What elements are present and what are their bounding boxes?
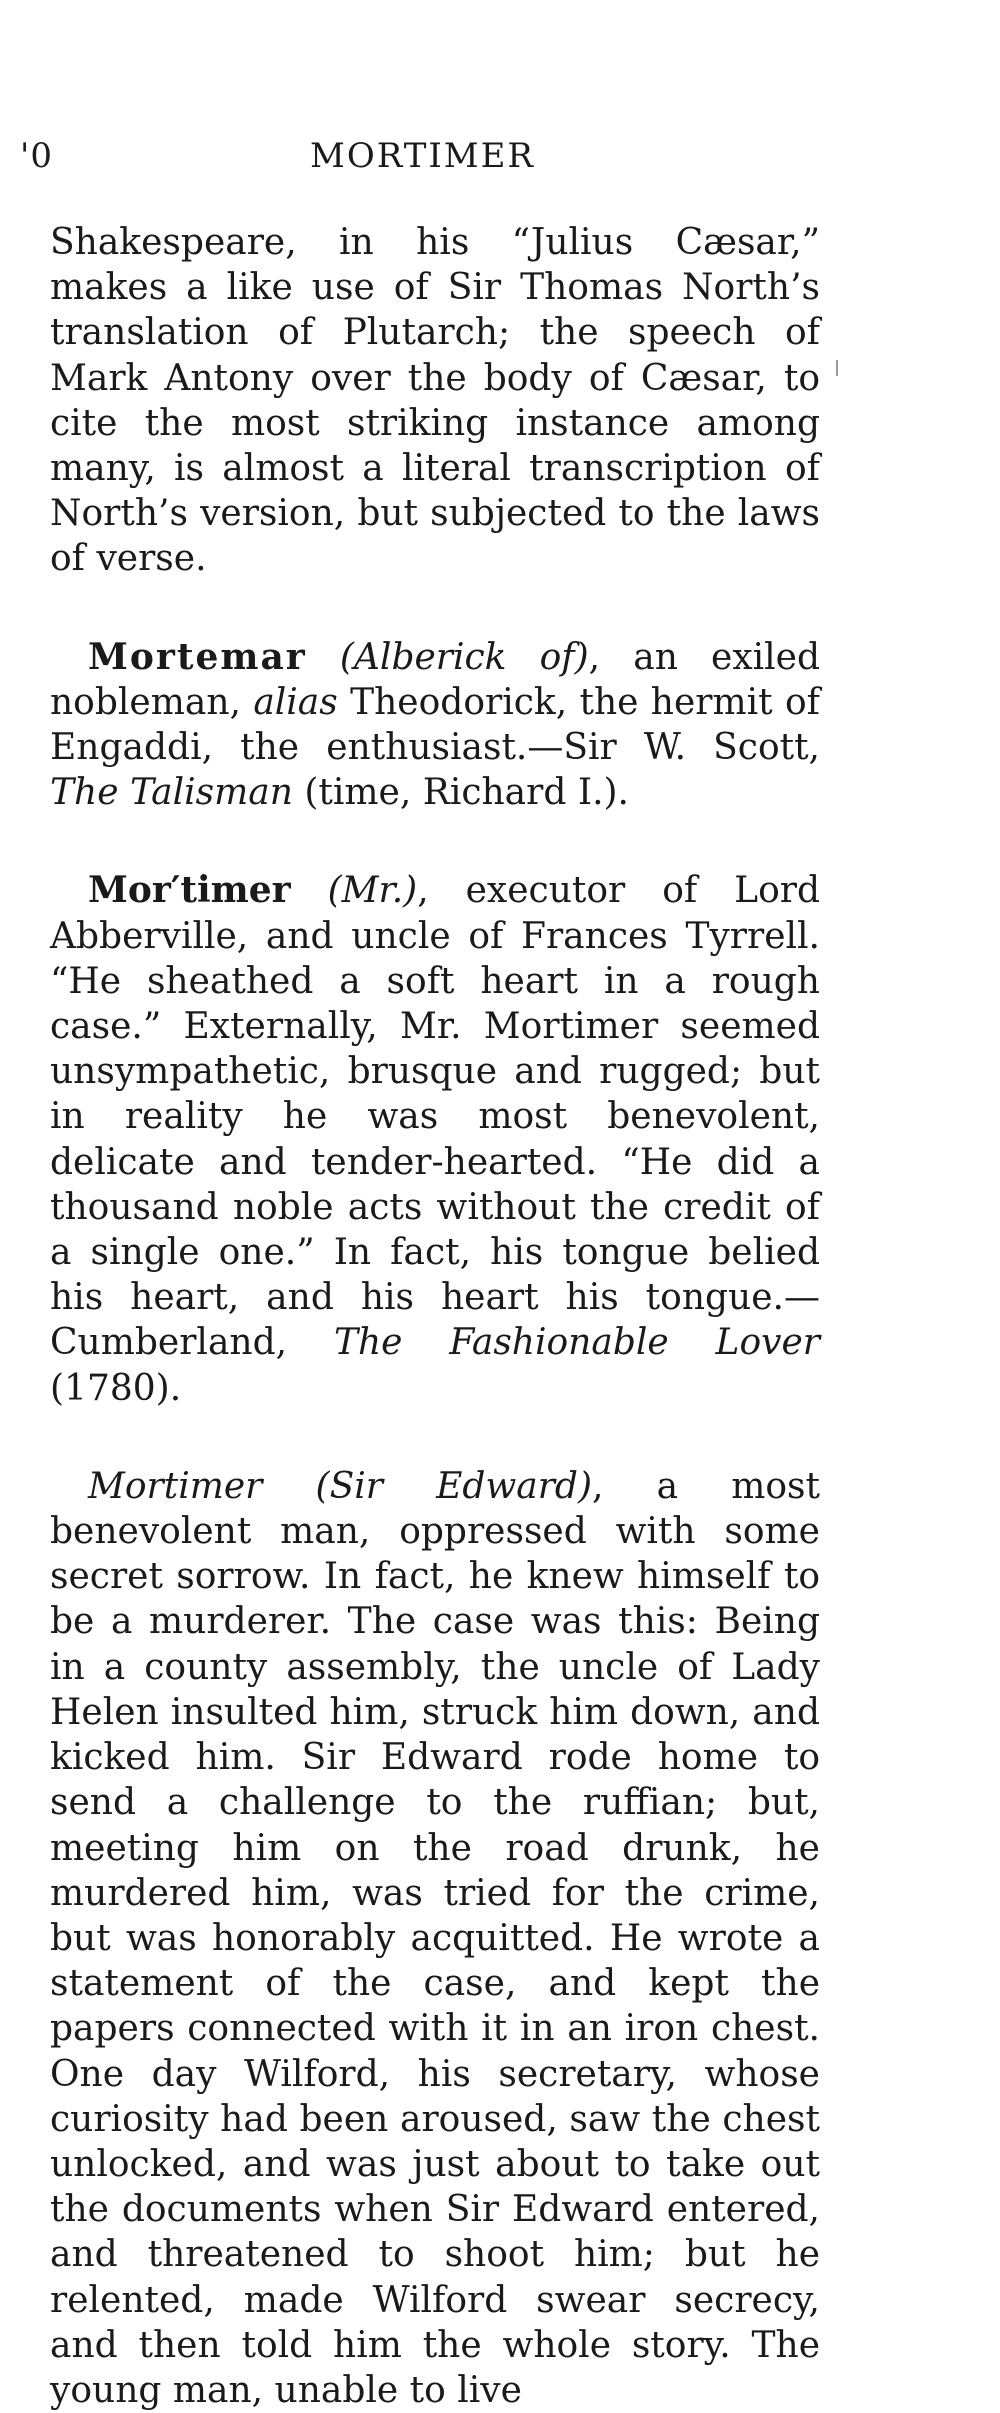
- entry-work-title: The Fashionable Lover: [333, 1322, 820, 1364]
- entry-mortimer-mr: [50, 868, 820, 1410]
- entry-body: Theodorick, the hermit of Engaddi, the enthusiast.—Sir W. Scott,: [50, 681, 820, 769]
- entry-headword: Mortemar: [88, 635, 307, 678]
- entry-work-title: The Talisman: [50, 772, 293, 814]
- entry-headword: Mor′timer: [88, 869, 291, 912]
- running-head: MORTIMER: [310, 136, 536, 176]
- continuation-text: Shakespeare, in his “Julius Cæsar,” makes a like use of Sir Thomas North’s translation of Plutarch; the speech of Mark Antony over the body of Cæsar, to cite the most striking instance among many, is almost a literal transcription of North’s version, but subjected to the laws of verse.: [50, 222, 820, 580]
- entry-mortemar: [50, 635, 820, 816]
- entry-body: , an exiled nobleman,: [50, 636, 821, 723]
- entry-headword: Mortimer: [88, 1465, 263, 1507]
- page-header: [20, 136, 820, 186]
- entry-body: , a most benevolent man, oppressed with some secret sorrow. In fact, he knew himself to be a murderer. The case was this: Being in a county assembly, the uncle of Lady Helen insulted him, struck him down, and kicked him. Sir Edward rode home to send a challenge to the ruffian; but, meeting him on the road drunk, he murdered him, was tried for the crime, but was honorably acquitted. He wrote a statement of the case, and kept the papers connected with it in an iron chest. One day Wilford, his secretary, whose curiosity had been aroused, saw the chest unlocked, and was just about to take out the documents when Sir Edward entered, and threatened to shoot him; but he relented, made Wilford swear secrecy, and then told him the whole story. The young man, unable to live: [50, 1465, 820, 2411]
- entry-alias-word: alias: [253, 681, 338, 723]
- entry-qualifier: (Mr.): [327, 870, 418, 912]
- continuation-paragraph: [50, 220, 820, 582]
- entry-body: (1780).: [50, 1367, 182, 1409]
- entry-body: (time, Richard I.).: [292, 772, 629, 814]
- margin-mark: [836, 360, 838, 376]
- page-body: [50, 220, 820, 2413]
- entry-qualifier: (Alberick of): [339, 636, 589, 678]
- page-number: '0: [20, 136, 53, 176]
- entry-body: , executor of Lord Abberville, and uncle of Frances Tyrrell. “He sheathed a soft heart in a rough case.” Externally, Mr. Mortimer seemed unsympathetic, brusque and rugged; but in reality he was most benevolent, delicate and tender-hearted. “He did a thousand noble acts without the credit of a single one.” In fact, his tongue belied his heart, and his heart his tongue.—Cumberland,: [50, 870, 820, 1364]
- entry-mortimer-sir-edward: [50, 1464, 820, 2413]
- entry-qualifier: (Sir Edward): [315, 1465, 593, 1507]
